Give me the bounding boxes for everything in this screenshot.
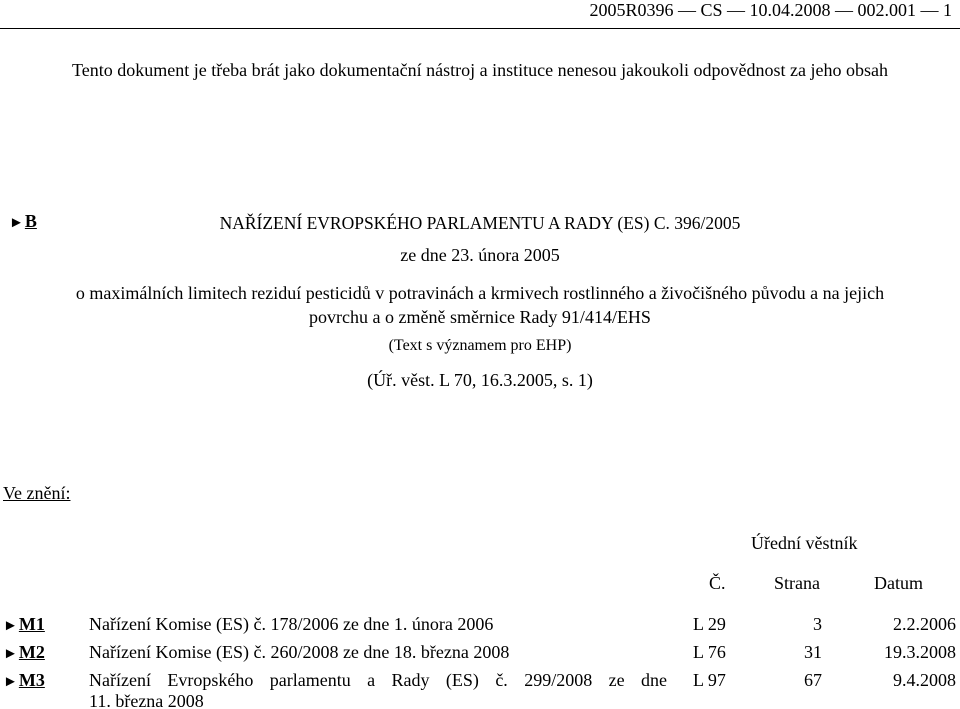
amendment-description: Nařízení Komise (ES) č. 178/2006 ze dne 1. února 2006 (89, 614, 494, 634)
amendment-description (89, 670, 667, 709)
amendment-description: Nařízení Komise (ES) č. 260/2008 ze dne 18. března 2008 (89, 642, 510, 662)
regulation-title: NAŘÍZENÍ EVROPSKÉHO PARLAMENTU A RADY (ES) C. 396/2005 (219, 213, 741, 233)
amendment-oj-number: L 76 (693, 642, 726, 662)
amendment-row (0, 670, 960, 709)
regulation-date: ze dne 23. února 2005 (400, 245, 560, 265)
amendment-oj-page: 3 (813, 614, 822, 634)
amendment-oj-page: 31 (804, 642, 822, 662)
regulation-subject: o maximálních limitech reziduí pesticidů v potravinách a krmivech rostlinného a živočišného původu a na jejich povrchu a o změně směrnice Rady 91/414/EHS (75, 283, 885, 327)
column-header-date: Datum (874, 573, 923, 593)
triangle-right-icon: ► (9, 215, 24, 231)
amendment-marker[interactable] (3, 670, 45, 691)
amendment-marker[interactable] (3, 614, 45, 635)
eea-relevance-note: (Text s významem pro EHP) (388, 337, 572, 354)
disclaimer-text: Tento dokument je třeba brát jako dokumentační nástroj a instituce nenesou jakoukoli odpovědnost za jeho obsah (71, 60, 889, 80)
column-header-number: Č. (709, 573, 726, 593)
marker-code-m1[interactable]: M1 (18, 614, 45, 634)
amended-by-heading: Ve znění: (3, 483, 71, 503)
amendment-oj-number: L 97 (693, 670, 726, 690)
amendment-oj-date: 19.3.2008 (884, 642, 956, 662)
amendment-description-line-2: 11. března 2008 (89, 691, 204, 709)
official-journal-heading: Úřední věstník (751, 533, 858, 553)
marker-code-m3[interactable]: M3 (18, 670, 45, 690)
amendment-oj-page: 67 (804, 670, 822, 690)
amendment-row (0, 642, 960, 672)
marker-code-b[interactable]: B (24, 211, 37, 231)
amendment-description-line-1: Nařízení Evropského parlamentu a Rady (ES) č. 299/2008 ze dne (89, 670, 667, 690)
amendment-oj-number: L 29 (693, 614, 726, 634)
amendment-marker[interactable] (3, 642, 45, 663)
triangle-right-icon: ► (3, 674, 18, 690)
header-divider (0, 28, 960, 29)
amendment-oj-date: 9.4.2008 (893, 670, 956, 690)
triangle-right-icon: ► (3, 618, 18, 634)
column-header-page: Strana (774, 573, 820, 593)
marker-code-m2[interactable]: M2 (18, 642, 45, 662)
official-journal-reference: (Úř. věst. L 70, 16.3.2005, s. 1) (367, 370, 593, 390)
amendment-oj-date: 2.2.2006 (893, 614, 956, 634)
triangle-right-icon: ► (3, 646, 18, 662)
document-reference: 2005R0396 — CS — 10.04.2008 — 002.001 — 1 (589, 0, 952, 20)
amendment-row (0, 614, 960, 644)
